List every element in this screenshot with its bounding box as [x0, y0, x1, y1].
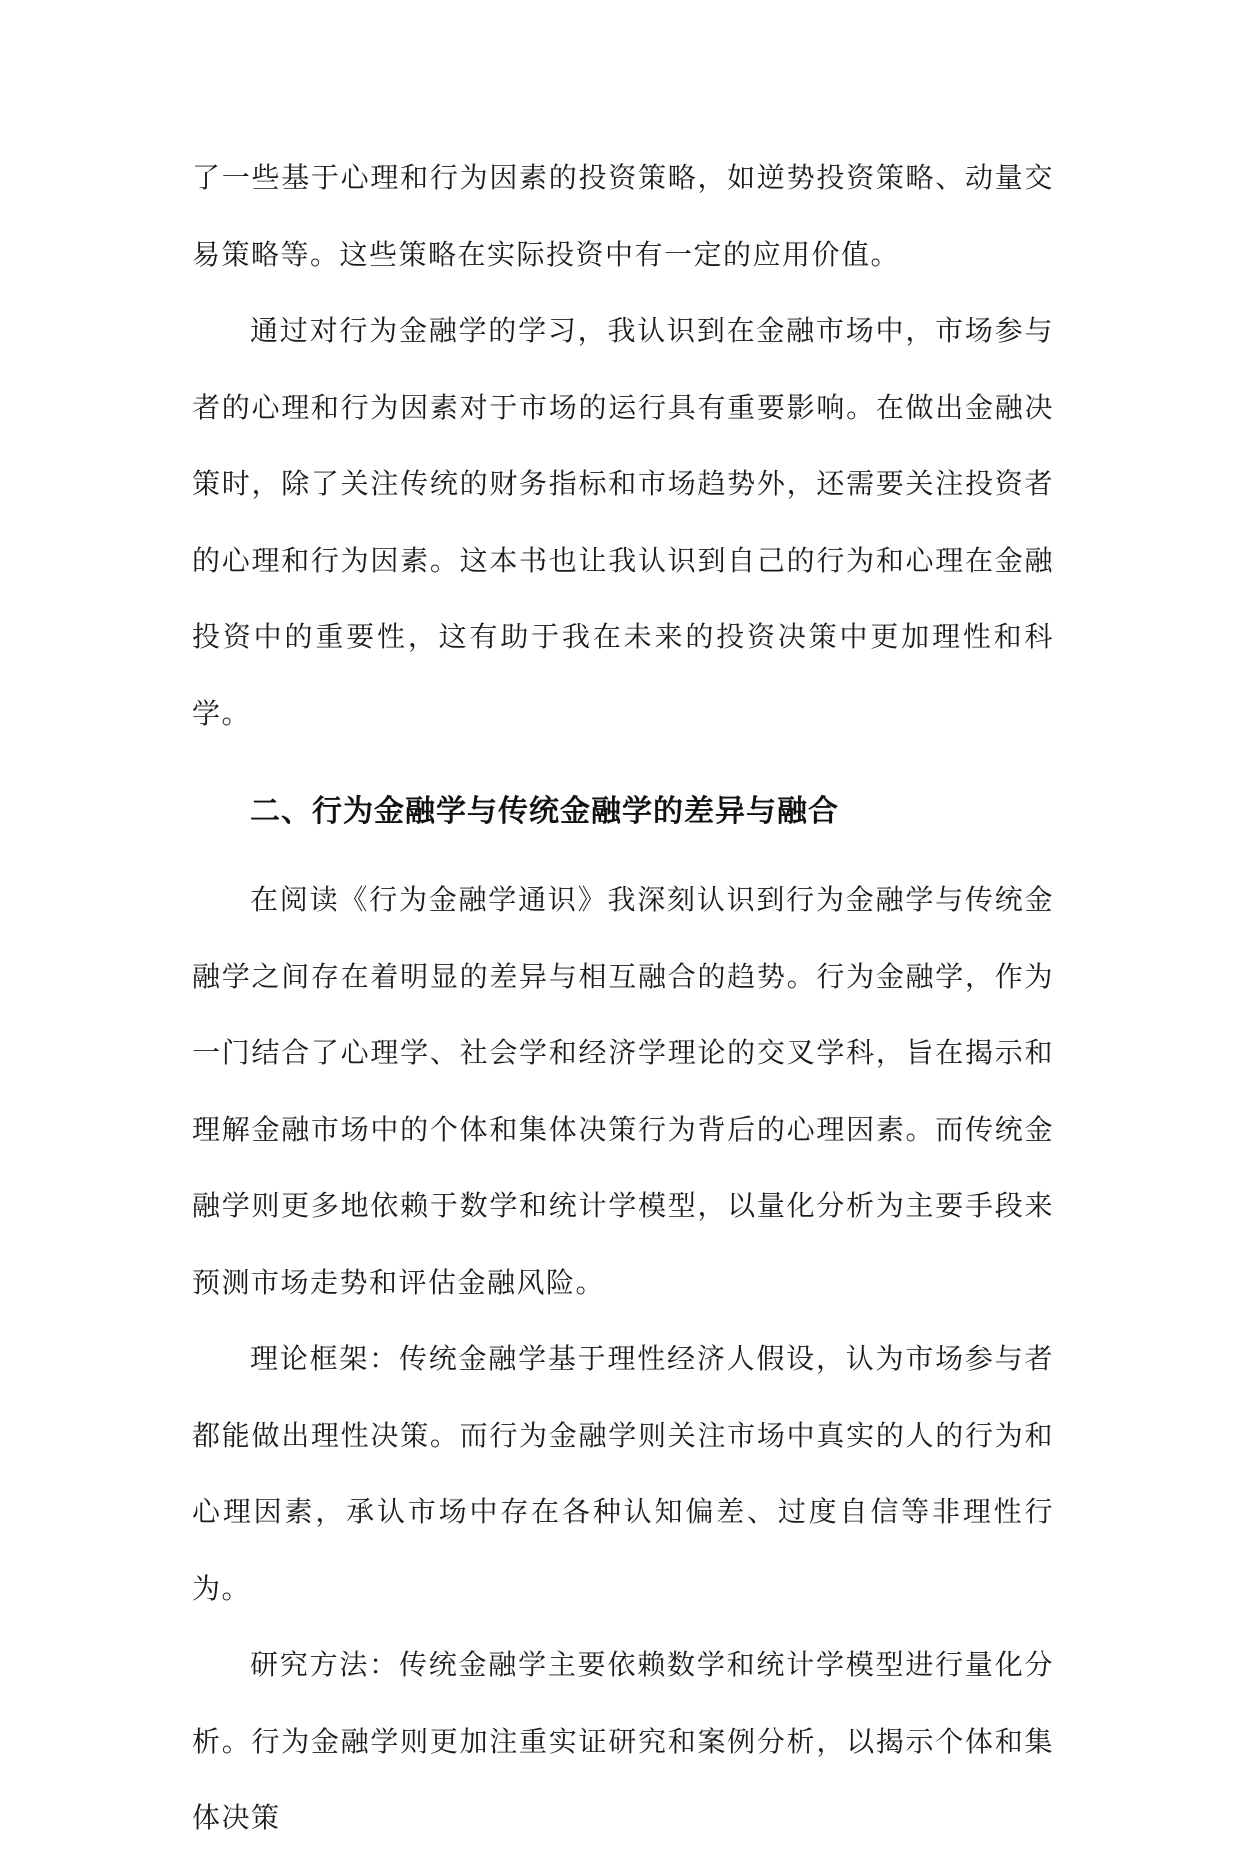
section-heading: 二、行为金融学与传统金融学的差异与融合: [250, 794, 839, 829]
paragraph-learning-reflection: 通过对行为金融学的学习，我认识到在金融市场中，市场参与者的心理和行为因素对于市场的运行具有重要影响。在做出金融决策时，除了关注传统的财务指标和市场趋势外，还需要关注投资者的心理和行为因素。这本书也让我认识到自己的行为和心理在金融投资中的重要性，这有助于我在未来的投资决策中更加理性和科学。: [192, 314, 1054, 730]
paragraph-differences-intro: 在阅读《行为金融学通识》我深刻认识到行为金融学与传统金融学之间存在着明显的差异与相互融合的趋势。行为金融学，作为一门结合了心理学、社会学和经济学理论的交叉学科，旨在揭示和理解金融市场中的个体和集体决策行为背后的心理因素。而传统金融学则更多地依赖于数学和统计学模型，以量化分析为主要手段来预测市场走势和评估金融风险。: [192, 883, 1054, 1299]
paragraph-continuation: 了一些基于心理和行为因素的投资策略，如逆势投资策略、动量交易策略等。这些策略在实际投资中有一定的应用价值。: [192, 161, 1054, 271]
paragraph-theoretical-framework: 理论框架：传统金融学基于理性经济人假设，认为市场参与者都能做出理性决策。而行为金融学则关注市场中真实的人的行为和心理因素，承认市场中存在各种认知偏差、过度自信等非理性行为。: [192, 1342, 1054, 1605]
paragraph-research-methods: 研究方法：传统金融学主要依赖数学和统计学模型进行量化分析。行为金融学则更加注重实证研究和案例分析，以揭示个体和集体决策: [192, 1648, 1054, 1834]
document-body: [192, 140, 1054, 1857]
